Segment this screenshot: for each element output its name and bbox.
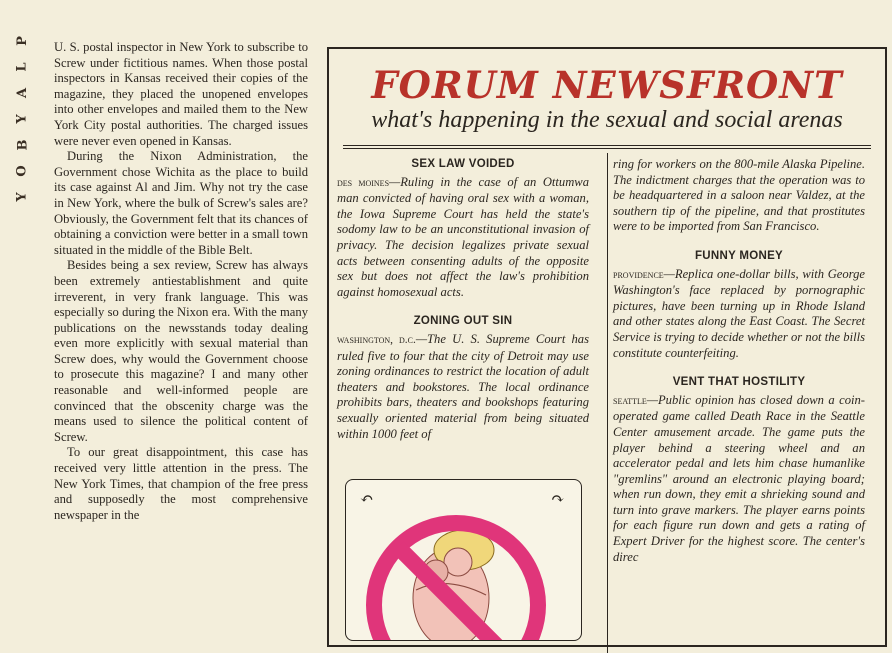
letter-paragraph: U. S. postal inspector in New York to subscribe to Screw under fictitious names. When those postal inspectors in Kansas received their copies of the magazine, they placed the unopened envelopes into other envelopes and mailed them to the New York City postal authorities. The charged issues were never even opened in Kansas.	[54, 40, 308, 148]
news-item	[337, 314, 589, 442]
news-column-left	[337, 157, 589, 456]
news-item	[337, 157, 589, 300]
side-letter: L	[14, 62, 30, 72]
side-letter: O	[14, 165, 30, 177]
magazine-side-label	[8, 28, 38, 210]
letter-paragraph: To our great disappointment, this case has received very little attention in the press. The New York Times, that champion of the free press and supposedly the most comprehensive newspaper in the	[54, 445, 308, 522]
news-dateline: des moines	[337, 176, 390, 189]
news-dateline: providence	[613, 268, 664, 281]
letter-paragraph: Besides being a sex review, Screw has always been extremely antiestablishment and quite irreverent, in very frank language. This was especially so during the Nixon era. With the many publications on the newsstands today dealing even more explicitly with sexual material than Screw does, why would the Government choose to prosecute this magazine? I and many other reasonable and well-informed people are convinced that the obscenity charge was the means used to silence the political content of Screw.	[54, 258, 308, 444]
side-letter: Y	[15, 114, 30, 124]
news-body	[613, 393, 865, 566]
section-title: FORUM NEWSFRONT	[371, 63, 843, 107]
prohibition-sign-illustration	[346, 480, 581, 640]
card-corner-glyph: ↶	[360, 489, 374, 508]
news-dateline: washington, d.c.	[337, 333, 416, 346]
news-item-continuation	[613, 157, 865, 235]
news-body	[337, 175, 589, 301]
news-headline: FUNNY MONEY	[694, 249, 784, 262]
news-text: —Ruling in the case of an Ottumwa man convicted of having oral sex with a woman, the Iowa Supreme Court has held the state's sodomy law to be an unconstitutional invasion of privacy. The decision legalizes private sexual acts between consenting adults of the opposite sex but does not affect the law's prohibition against homosexual acts.	[337, 174, 590, 299]
news-body	[613, 267, 865, 362]
side-letter: P	[15, 36, 30, 46]
side-letter: Y	[15, 192, 30, 202]
side-letter: B	[15, 139, 30, 151]
news-text: —Replica one-dollar bills, with George Washington's face replaced by pornographic pictures, have been turning up in Rhode Island and other states along the East Coast. The Secret Service is trying to decide whether or not the bills constitute counterfeiting.	[613, 266, 865, 360]
side-letter: A	[15, 87, 30, 99]
divider-rule	[343, 148, 871, 149]
news-text: ring for workers on the 800-mile Alaska Pipeline. The indictment charges that the operation was to be headquartered in a saloon near Valdez, at the southern tip of the pipeline, and that prostitutes were to be imported from San Francisco.	[613, 157, 865, 234]
section-subtitle: what's happening in the sexual and social arenas	[371, 107, 843, 133]
playing-card-illustration	[345, 479, 582, 641]
news-item	[613, 375, 865, 565]
news-text: —The U. S. Supreme Court has ruled five to four that the city of Detroit may use zoning ordinances to restrict the location of adult theaters and bookstores. The local ordinance prohibits bars, theaters and bookshops featuring sexually oriented material from being situated within 1000 feet of	[337, 331, 589, 441]
news-headline: ZONING OUT SIN	[413, 315, 513, 328]
forum-newsfront-box	[327, 47, 887, 647]
news-body	[337, 332, 589, 442]
news-headline: SEX LAW VOIDED	[411, 158, 515, 170]
column-divider	[607, 153, 608, 653]
letter-paragraph: During the Nixon Administration, the Government chose Wichita as the place to build its case against Al and Jim. Why not try the case in New York, where the bulk of Screw's sales are? Obviously, the Government felt that its chances of obtaining a conviction were better in a small town situated in the middle of the Bible Belt.	[54, 149, 308, 257]
news-column-right	[613, 157, 865, 579]
news-headline: VENT THAT HOSTILITY	[672, 376, 806, 389]
news-dateline: seattle	[613, 394, 647, 407]
card-corner-glyph: ↷	[551, 489, 565, 508]
news-item	[613, 249, 865, 361]
divider-rule	[343, 145, 871, 146]
news-text: —Public opinion has closed down a coin-operated game called Death Race in the Seattle Center amusement arcade. The game puts the player behind a steering wheel and an accelerator pedal and lets him chase humanlike "gremlins" around an electronic playing board; when run down, they emit a shrieking sound and turn into grave markers. The player earns points for each figure run down and gets a rating of Expert Driver for the highest score. The center's direc	[613, 392, 865, 564]
letter-column	[54, 40, 308, 523]
